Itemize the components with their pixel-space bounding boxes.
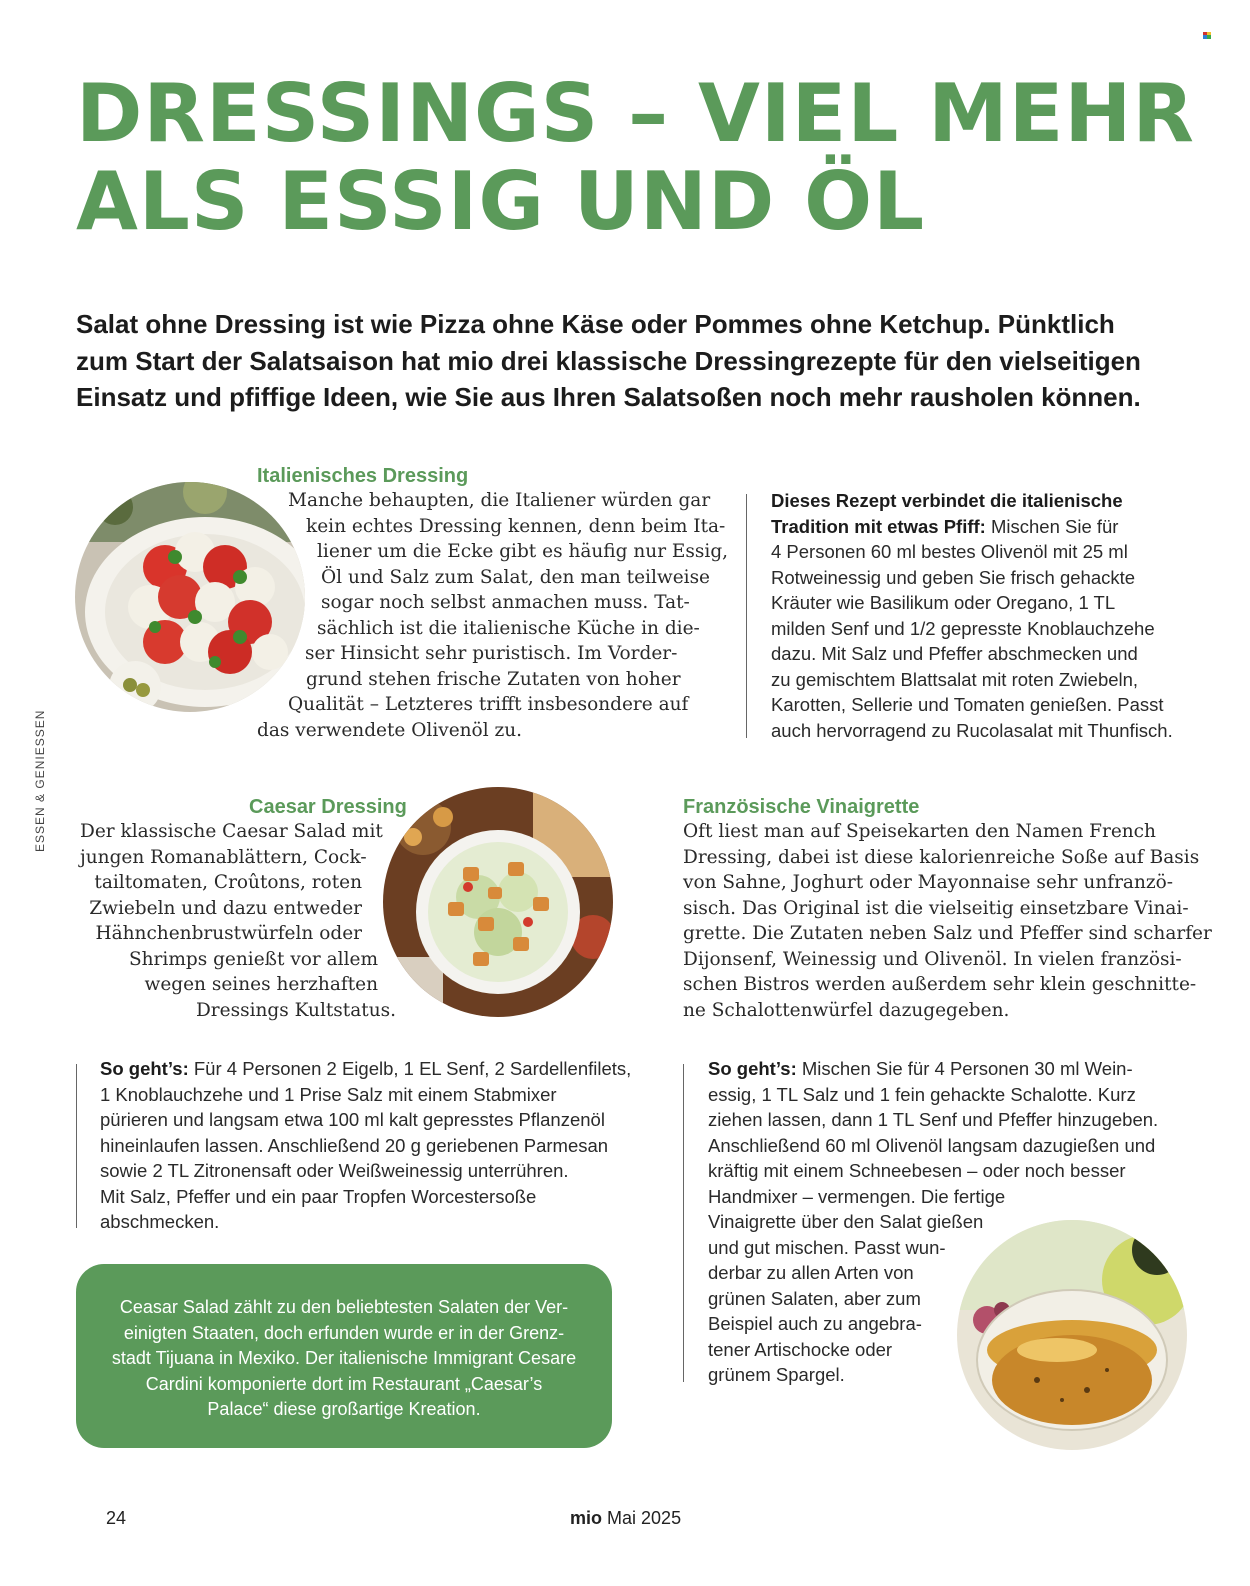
- text-line: Karotten, Sellerie und Tomaten genießen. Passt: [771, 694, 1164, 715]
- text-line: Manche behaupten, die Italiener würden gar: [288, 490, 711, 511]
- title-line-2: ALS ESSIG UND ÖL: [76, 155, 926, 248]
- caesar-dressing-heading: Caesar Dressing: [249, 796, 407, 818]
- text-line: sisch. Das Original ist die vielseitig einsetzbare Vinai-: [683, 897, 1189, 919]
- recipe-label: So geht’s:: [708, 1058, 797, 1079]
- corner-color-mark: [1203, 32, 1212, 39]
- text-line: liener um die Ecke gibt es häufig nur Essig,: [317, 541, 729, 562]
- text-line: [771, 514, 1191, 540]
- recipe-bold-text: Dieses Rezept verbindet die italienische: [771, 490, 1123, 511]
- text-line: Hähnchenbrustwürfeln oder: [95, 923, 362, 944]
- text-line: ser Hinsicht sehr puristisch. Im Vorder-: [305, 643, 678, 664]
- text-line: grette. Die Zutaten neben Salz und Pfeffer sind scharfer: [683, 923, 1212, 944]
- section-side-label: ESSEN & GENIESSEN: [33, 709, 47, 852]
- text-line: kräftig mit einem Schneebesen – oder noch besser: [708, 1160, 1126, 1181]
- italian-dressing-text: [257, 488, 729, 743]
- italian-dressing-heading: Italienisches Dressing: [257, 465, 469, 487]
- text-line: [100, 1056, 632, 1082]
- text-line: pürieren und langsam etwa 100 ml kalt gepresstes Pflanzenöl: [100, 1109, 605, 1130]
- magazine-issue: Mai 2025: [607, 1508, 682, 1528]
- text-line: von Sahne, Joghurt oder Mayonnaise sehr unfranzö-: [683, 872, 1174, 893]
- recipe-bold-text: Tradition mit etwas Pfiff:: [771, 515, 986, 537]
- french-vinaigrette-text: [683, 819, 1212, 1023]
- intro-line: zum Start der Salatsaison hat mio drei klassische Dressingrezepte für den vielseitigen: [76, 345, 1141, 376]
- text-line: und gut mischen. Passt wun-: [708, 1236, 946, 1258]
- callout-line: Cardini komponierte dort im Restaurant „Caesar’s: [145, 1373, 543, 1394]
- text-line: Rotweinessig und geben Sie frisch gehackte: [771, 566, 1136, 588]
- text-line: Oft liest man auf Speisekarten den Namen French: [683, 821, 1156, 842]
- page-title: [76, 67, 1196, 248]
- text-line: milden Senf und 1/2 gepresste Knoblauchzehe: [771, 617, 1155, 639]
- text-line: Qualität – Letzteres trifft insbesondere auf: [288, 694, 689, 715]
- text-line: schen Bistros werden außerdem sehr klein geschnitte-: [683, 974, 1197, 995]
- text-line: zu gemischtem Blattsalat mit roten Zwiebeln,: [771, 668, 1139, 690]
- text-line: grünem Spargel.: [708, 1364, 845, 1385]
- recipe-text: Für 4 Personen 2 Eigelb, 1 EL Senf, 2 Sardellenfilets,: [188, 1058, 632, 1079]
- caesar-dressing-text: [80, 819, 396, 1023]
- divider-rule: [746, 494, 747, 738]
- callout-line: Ceasar Salad zählt zu den beliebtesten Salaten der Ver-: [119, 1297, 569, 1317]
- magazine-name: mio: [570, 1508, 603, 1528]
- text-line: Öl und Salz zum Salat, den man teilweise: [321, 566, 711, 588]
- caesar-salad-photo: [383, 787, 613, 1017]
- text-line: Handmixer – vermengen. Die fertige: [708, 1185, 1006, 1207]
- magazine-footer: [570, 1508, 681, 1529]
- text-line: Mit Salz, Pfeffer und ein paar Tropfen Worcestersoße: [100, 1185, 537, 1207]
- text-line: Dijonsenf, Weinessig und Olivenöl. In vielen französi-: [683, 948, 1182, 970]
- french-vinaigrette-heading: Französische Vinaigrette: [683, 796, 920, 818]
- text-line: hineinlaufen lassen. Anschließend 20 g geriebenen Parmesan: [100, 1134, 609, 1156]
- text-line: ziehen lassen, dann 1 TL Senf und Pfeffer hinzugeben.: [708, 1109, 1159, 1130]
- caesar-recipe-text: [100, 1056, 632, 1235]
- text-line: sächlich ist die italienische Küche in die-: [317, 617, 700, 639]
- text-line: grünen Salaten, aber zum: [708, 1287, 921, 1309]
- text-line: [771, 488, 1191, 514]
- text-line: Vinaigrette über den Salat gießen: [708, 1211, 984, 1232]
- text-line: kein echtes Dressing kennen, denn beim Ita-: [306, 515, 726, 537]
- text-line: Der klassische Caesar Salad mit: [80, 821, 383, 842]
- text-line: Zwiebeln und dazu entweder: [89, 897, 362, 919]
- page-number: 24: [106, 1508, 127, 1528]
- text-line: tener Artischocke oder: [708, 1338, 893, 1360]
- text-line: Dressing, dabei ist diese kalorienreiche Soße auf Basis: [683, 846, 1200, 868]
- text-line: Shrimps genießt vor allem: [128, 948, 378, 970]
- text-line: auch hervorragend zu Rucolasalat mit Thunfisch.: [771, 719, 1173, 741]
- text-line: Beispiel auch zu angebra-: [708, 1313, 922, 1334]
- text-line: essig, 1 TL Salz und 1 fein gehackte Schalotte. Kurz: [708, 1083, 1136, 1105]
- italian-recipe-text: [771, 488, 1191, 743]
- recipe-text: Mischen Sie für: [985, 515, 1119, 537]
- callout-line: Palace“ diese großartige Kreation.: [207, 1399, 481, 1419]
- callout-line: stadt Tijuana in Mexiko. Der italienische Immigrant Cesare: [111, 1348, 577, 1368]
- text-line: sowie 2 TL Zitronensaft oder Weißweinessig unterrühren.: [100, 1160, 569, 1181]
- text-line: das verwendete Olivenöl zu.: [257, 719, 523, 741]
- text-line: Dressings Kultstatus.: [195, 999, 396, 1021]
- intro-line: Salat ohne Dressing ist wie Pizza ohne Käse oder Pommes ohne Ketchup. Pünktlich: [76, 309, 1115, 339]
- text-line: tailtomaten, Croûtons, roten: [94, 872, 362, 893]
- text-line: Anschließend 60 ml Olivenöl langsam dazugießen und: [708, 1134, 1156, 1156]
- text-line: sogar noch selbst anmachen muss. Tat-: [321, 592, 690, 613]
- text-line: grund stehen frische Zutaten von hoher: [306, 668, 681, 690]
- text-line: ne Schalottenwürfel dazugegeben.: [683, 999, 1010, 1021]
- text-line: wegen seines herzhaften: [144, 974, 378, 995]
- text-line: dazu. Mit Salz und Pfeffer abschmecken und: [771, 643, 1138, 664]
- divider-rule: [683, 1064, 684, 1382]
- text-line: 4 Personen 60 ml bestes Olivenöl mit 25 ml: [771, 541, 1128, 562]
- text-line: abschmecken.: [100, 1211, 220, 1232]
- title-line-1: DRESSINGS – VIEL MEHR: [76, 67, 1195, 160]
- divider-rule: [76, 1064, 77, 1228]
- text-line: Kräuter wie Basilikum oder Oregano, 1 TL: [771, 592, 1116, 613]
- vinaigrette-bowl-photo: [957, 1220, 1187, 1450]
- intro-line: Einsatz und pfiffige Ideen, wie Sie aus Ihren Salatsoßen noch mehr rausholen können.: [76, 382, 1141, 412]
- text-line: 1 Knoblauchzehe und 1 Prise Salz mit einem Stabmixer: [100, 1083, 557, 1105]
- text-line: derbar zu allen Arten von: [708, 1262, 914, 1283]
- callout-line: einigten Staaten, doch erfunden wurde er in der Grenz-: [123, 1322, 565, 1343]
- intro-paragraph: [76, 306, 1186, 416]
- recipe-label: So geht’s:: [100, 1058, 189, 1079]
- text-line: jungen Romanablättern, Cock-: [80, 846, 367, 868]
- text-line: [708, 1056, 1178, 1082]
- recipe-text: Mischen Sie für 4 Personen 30 ml Wein-: [796, 1058, 1133, 1079]
- caesar-history-callout: [76, 1264, 612, 1448]
